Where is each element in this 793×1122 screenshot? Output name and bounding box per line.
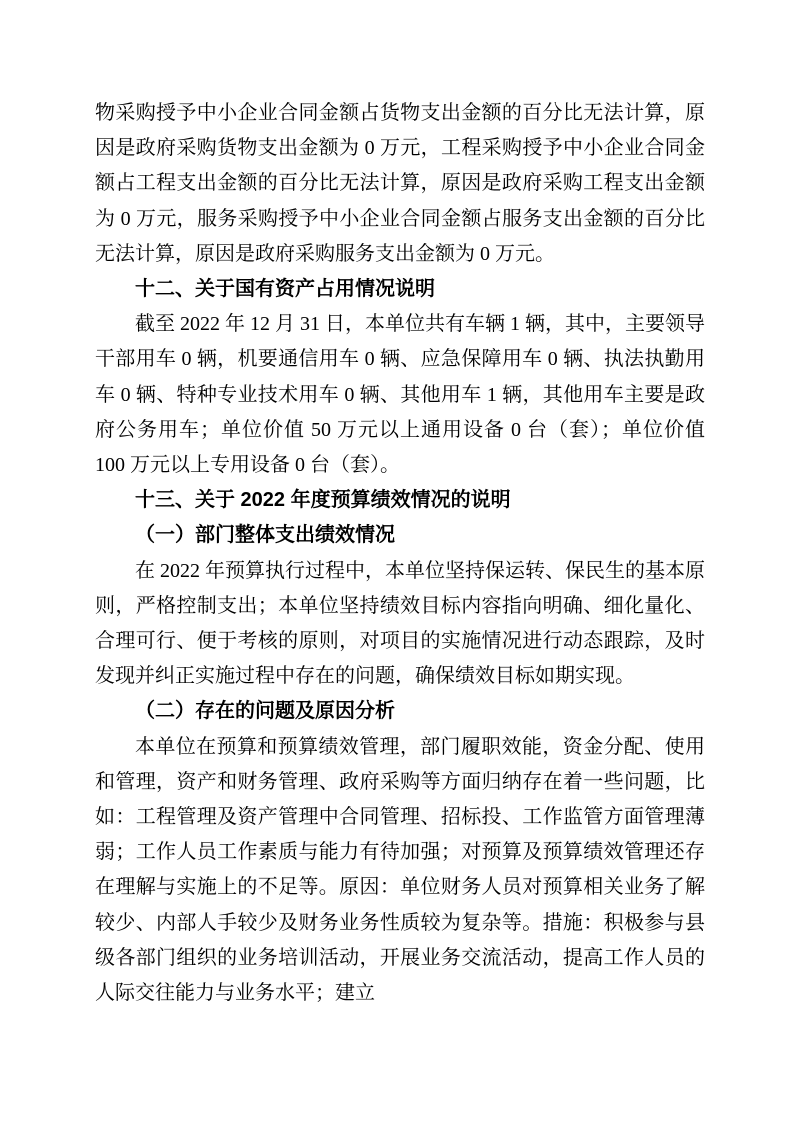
heading-section-12-state-assets: 十二、关于国有资产占用情况说明	[135, 278, 435, 301]
paragraph-procurement-smb-percentages: 物采购授予中小企业合同金额占货物支出金额的百分比无法计算，原因是政府采购货物支出金额为 0 万元，工程采购授予中小企业合同金额占工程支出金额的百分比无法计算，原因是政府采购工程支出金额为 0 万元，服务采购授予中小企业合同金额占服务支出金额的百分比无法计算，原因是政府采购服务支出金额为 0 万元。	[95, 102, 705, 265]
heading-subsection-1-overall-expenditure-performance: （一）部门整体支出绩效情况	[135, 524, 395, 547]
paragraph-problems-causes-measures: 本单位在预算和预算绩效管理，部门履职效能，资金分配、使用和管理，资产和财务管理、政府采购等方面归纳存在着一些问题，比如：工程管理及资产管理中合同管理、招标投、工作监管方面管理薄弱；工作人员工作素质与能力有待加强；对预算及预算绩效管理还存在理解与实施上的不足等。原因：单位财务人员对预算相关业务了解较少、内部人手较少及财务业务性质较为复杂等。措施：积极参与县级各部门组织的业务培训活动，开展业务交流活动，提高工作人员的人际交往能力与业务水平；建立	[95, 735, 705, 1005]
paragraph-overall-expenditure-performance: 在 2022 年预算执行过程中，本单位坚持保运转、保民生的基本原则，严格控制支出；本单位坚持绩效目标内容指向明确、细化量化、合理可行、便于考核的原则，对项目的实施情况进行动态跟踪，及时发现并纠正实施过程中存在的问题，确保绩效目标如期实现。	[95, 559, 705, 688]
heading-section-13-budget-performance: 十三、关于 2022 年度预算绩效情况的说明	[135, 489, 511, 512]
heading-subsection-2-problems-and-causes: （二）存在的问题及原因分析	[135, 700, 395, 723]
paragraph-state-assets-vehicles-equipment: 截至 2022 年 12 月 31 日，本单位共有车辆 1 辆，其中，主要领导干部用车 0 辆，机要通信用车 0 辆、应急保障用车 0 辆、执法执勤用车 0 辆、特种专业技术用车 0 辆、其他用车 1 辆，其他用车主要是政府公务用车；单位价值 50 万元以上通用设备 0 台（套）；单位价值 100 万元以上专用设备 0 台（套）。	[95, 313, 705, 477]
